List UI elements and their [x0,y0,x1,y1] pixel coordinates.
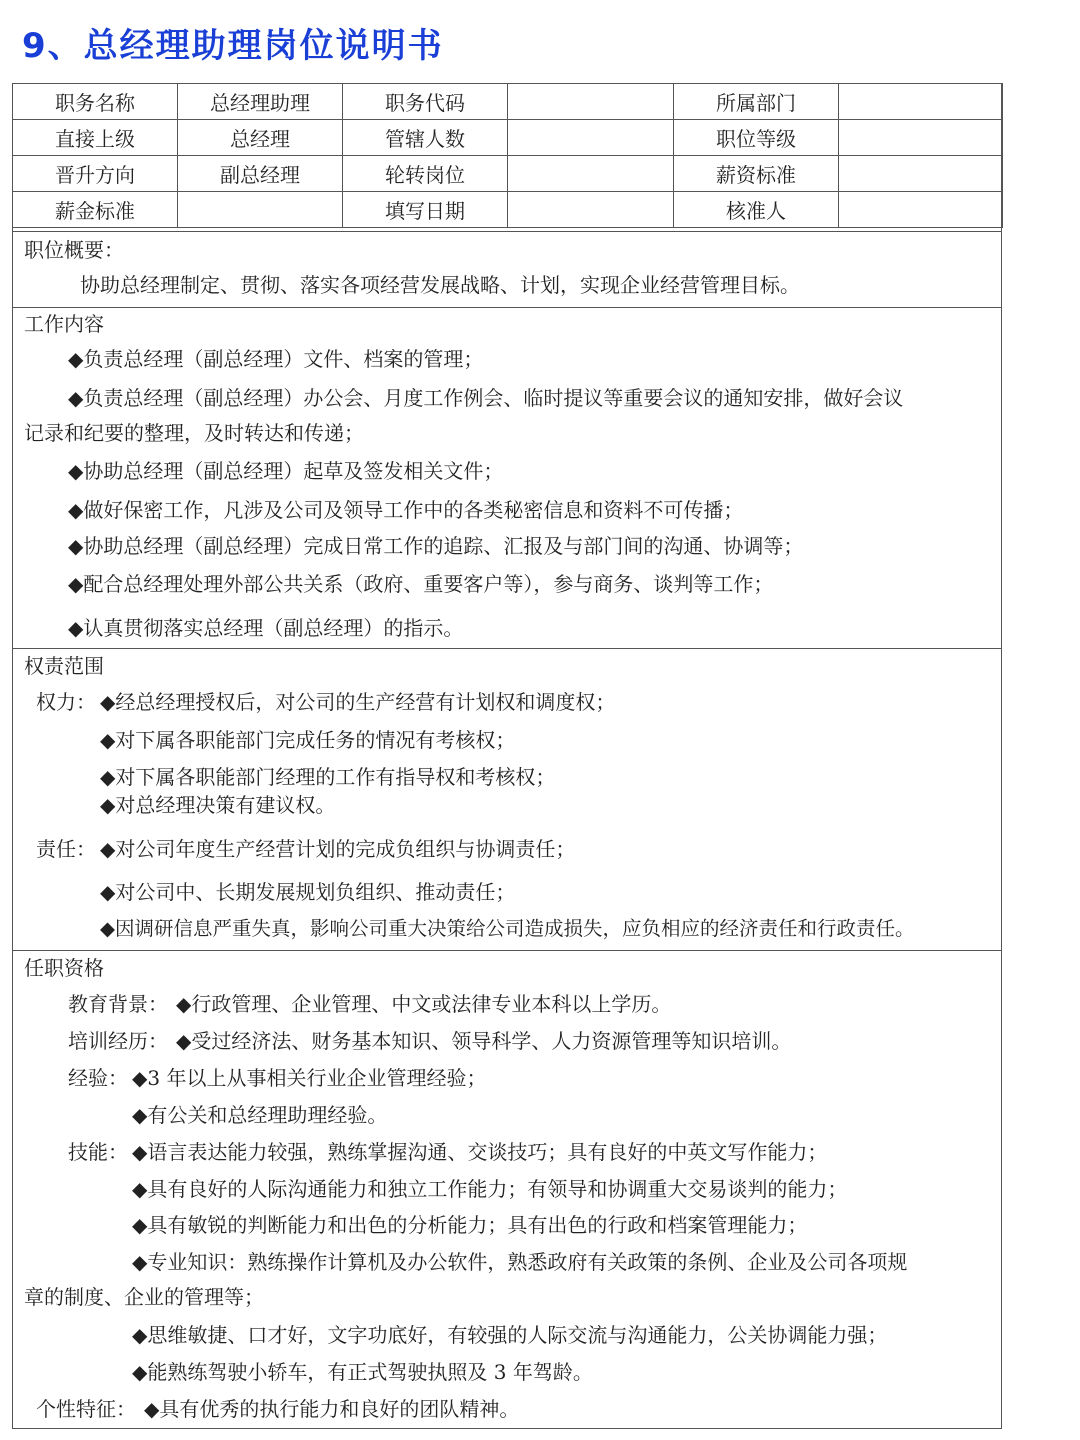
table-cell [508,120,674,156]
skills-item: 章的制度、企业的管理等； [24,1285,264,1309]
table-cell: 填写日期 [343,192,508,228]
skills-item: ◆思维敏捷、口才好，文字功底好，有较强的人际交流与沟通能力，公关协调能力强； [132,1323,888,1347]
education-text: ◆行政管理、企业管理、中文或法律专业本科以上学历。 [176,992,672,1016]
overview-heading: 职位概要： [24,238,124,262]
header-table [12,83,1003,228]
education-label: 教育背景： [68,992,168,1016]
table-cell: 所属部门 [674,84,839,120]
work-item: ◆配合总经理处理外部公共关系（政府、重要客户等），参与商务、谈判等工作； [68,572,774,596]
section-divider [12,307,1002,308]
duty-item: ◆对公司中、长期发展规划负组织、推动责任； [100,880,516,904]
table-cell [508,84,674,120]
table-cell [839,192,1003,228]
table-cell: 薪资标准 [674,156,839,192]
table-cell: 副总经理 [178,156,343,192]
work-item: ◆认真贯彻落实总经理（副总经理）的指示。 [68,616,464,640]
table-cell: 总经理 [178,120,343,156]
skills-item: ◆专业知识：熟练操作计算机及办公软件，熟悉政府有关政策的条例、企业及公司各项规 [132,1250,908,1274]
table-cell [508,156,674,192]
skills-item: ◆具有良好的人际沟通能力和独立工作能力；有领导和协调重大交易谈判的能力； [132,1177,848,1201]
table-row [13,84,1003,120]
personality-text: ◆具有优秀的执行能力和良好的团队精神。 [144,1397,520,1421]
table-row [13,120,1003,156]
authority-heading: 权责范围 [24,654,104,678]
skills-label: 技能： [68,1140,128,1164]
work-item: 记录和纪要的整理，及时转达和传递； [24,421,364,445]
table-cell: 核准人 [674,192,839,228]
table-cell: 薪金标准 [13,192,178,228]
table-cell [508,192,674,228]
table-cell [839,84,1003,120]
experience-item: ◆有公关和总经理助理经验。 [132,1103,388,1127]
table-cell: 职位等级 [674,120,839,156]
table-cell [178,192,343,228]
duty-item: ◆对公司年度生产经营计划的完成负组织与协调责任； [100,837,576,861]
overview-text: 协助总经理制定、贯彻、落实各项经营发展战略、计划，实现企业经营管理目标。 [80,273,800,297]
table-row [13,192,1003,228]
work-item: ◆负责总经理（副总经理）办公会、月度工作例会、临时提议等重要会议的通知安排，做好会议 [68,386,904,410]
section-divider [12,648,1002,649]
power-label: 权力： [36,690,96,714]
skills-item: ◆能熟练驾驶小轿车，有正式驾驶执照及 3 年驾龄。 [132,1360,593,1384]
section-divider [12,950,1002,951]
skills-item: ◆语言表达能力较强，熟练掌握沟通、交谈技巧；具有良好的中英文写作能力； [132,1140,828,1164]
table-row [13,156,1003,192]
table-cell [839,120,1003,156]
experience-item: ◆3 年以上从事相关行业企业管理经验； [132,1066,487,1090]
work-item: ◆负责总经理（副总经理）文件、档案的管理； [68,347,484,371]
power-item: ◆经总经理授权后，对公司的生产经营有计划权和调度权； [100,690,616,714]
power-item: ◆对总经理决策有建议权。 [100,793,336,817]
work-item: ◆协助总经理（副总经理）起草及签发相关文件； [68,459,504,483]
table-cell: 晋升方向 [13,156,178,192]
power-item: ◆对下属各职能部门完成任务的情况有考核权； [100,728,516,752]
table-cell [839,156,1003,192]
qualification-heading: 任职资格 [24,956,104,980]
section-divider [12,231,1002,232]
table-cell: 职务代码 [343,84,508,120]
table-cell: 职务名称 [13,84,178,120]
page-title: 9、总经理助理岗位说明书 [22,26,444,66]
training-text: ◆受过经济法、财务基本知识、领导科学、人力资源管理等知识培训。 [176,1029,792,1053]
table-cell: 总经理助理 [178,84,343,120]
table-cell: 轮转岗位 [343,156,508,192]
training-label: 培训经历： [68,1029,168,1053]
table-cell: 直接上级 [13,120,178,156]
work-item: ◆做好保密工作，凡涉及公司及领导工作中的各类秘密信息和资料不可传播； [68,498,744,522]
duty-label: 责任： [36,837,96,861]
duty-item: ◆因调研信息严重失真，影响公司重大决策给公司造成损失，应负相应的经济责任和行政责任。 [100,917,915,940]
power-item: ◆对下属各职能部门经理的工作有指导权和考核权； [100,765,556,789]
work-item: ◆协助总经理（副总经理）完成日常工作的追踪、汇报及与部门间的沟通、协调等； [68,534,804,558]
work-heading: 工作内容 [24,312,104,336]
skills-item: ◆具有敏锐的判断能力和出色的分析能力；具有出色的行政和档案管理能力； [132,1213,808,1237]
experience-label: 经验： [68,1066,128,1090]
table-cell: 管辖人数 [343,120,508,156]
personality-label: 个性特征： [36,1397,136,1421]
